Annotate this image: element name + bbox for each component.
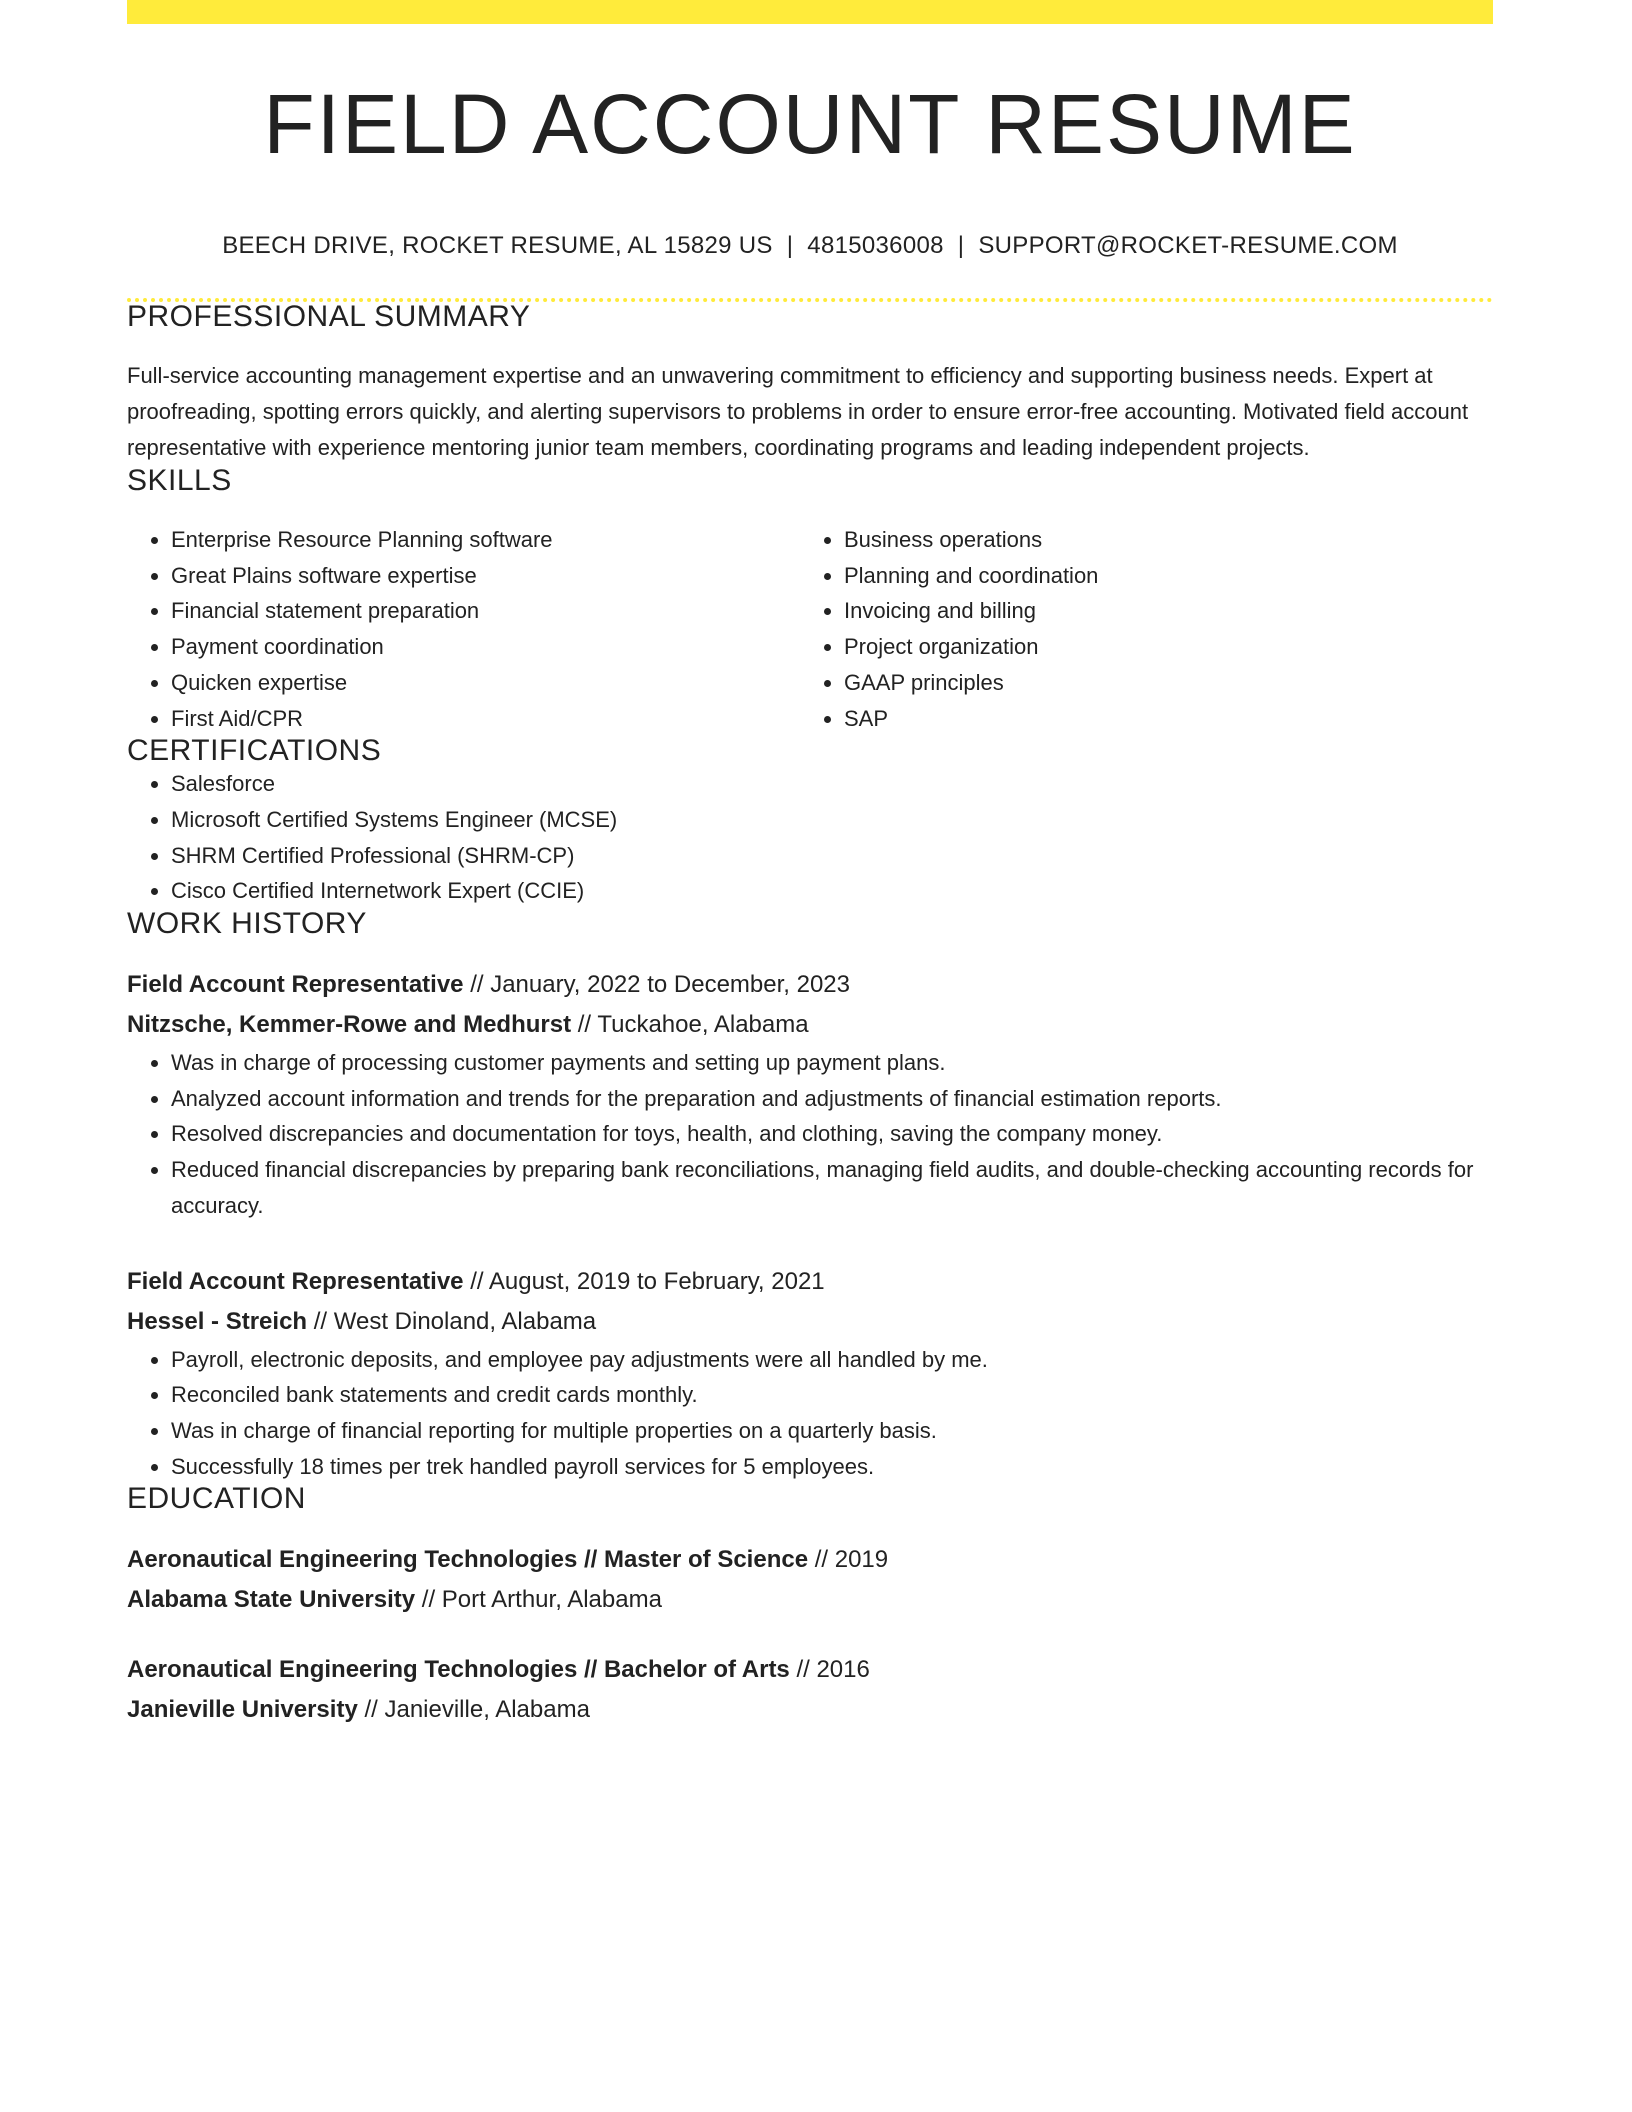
education-school-line: [127, 1690, 1493, 1730]
skill-item: • Planning and coordination: [844, 558, 1473, 594]
job-title-line: [127, 965, 1493, 1005]
skills-heading: SKILLS: [127, 464, 232, 497]
education-degree: Aeronautical Engineering Technologies // Master of Science: [127, 1546, 809, 1574]
education-year: // 2016: [789, 1656, 870, 1684]
job-location: // Tuckahoe, Alabama: [571, 1011, 809, 1039]
skill-item: • Payment coordination: [171, 629, 800, 665]
job-duties-list: [127, 1045, 1493, 1224]
resume-page: [127, 0, 1493, 1730]
job-duty: • Was in charge of processing customer payments and setting up payment plans.: [171, 1045, 1493, 1081]
education-year: // 2019: [808, 1546, 889, 1574]
certification-item: • Microsoft Certified Systems Engineer (MCSE): [171, 802, 1493, 838]
skill-item: • Great Plains software expertise: [171, 558, 800, 594]
skills-grid: [127, 522, 1493, 736]
job-entry: [127, 1262, 1493, 1485]
job-company-line: [127, 1302, 1493, 1342]
education-degree-line: [127, 1650, 1493, 1690]
contact-separator: |: [786, 232, 794, 259]
job-duty: • Resolved discrepancies and documentation for toys, health, and clothing, saving the company money.: [171, 1116, 1493, 1152]
certifications-list: [127, 766, 1493, 909]
summary-heading: PROFESSIONAL SUMMARY: [127, 300, 531, 333]
skill-item: • Project organization: [844, 629, 1473, 665]
education-degree: Aeronautical Engineering Technologies // Bachelor of Arts: [127, 1656, 790, 1684]
certifications-heading: CERTIFICATIONS: [127, 734, 382, 768]
contact-address: BEECH DRIVE, ROCKET RESUME, AL 15829 US: [222, 232, 773, 259]
skill-item: • Enterprise Resource Planning software: [171, 522, 800, 558]
skills-list-right: [800, 522, 1473, 736]
skills-column-left: [127, 522, 800, 736]
skill-item: • SAP: [844, 701, 1473, 737]
job-company: Nitzsche, Kemmer-Rowe and Medhurst: [127, 1011, 572, 1039]
education-entry: [127, 1650, 1493, 1730]
education-school: Janieville University: [127, 1696, 358, 1724]
contact-line: [127, 234, 1493, 258]
education-school: Alabama State University: [127, 1586, 416, 1614]
education-degree-line: [127, 1540, 1493, 1580]
job-duty: • Successfully 18 times per trek handled payroll services for 5 employees.: [171, 1449, 1493, 1485]
skill-item: • Business operations: [844, 522, 1473, 558]
contact-phone: 4815036008: [807, 232, 944, 259]
job-duty: • Reconciled bank statements and credit cards monthly.: [171, 1377, 1493, 1413]
job-duty: • Was in charge of financial reporting for multiple properties on a quarterly basis.: [171, 1413, 1493, 1449]
education-location: // Port Arthur, Alabama: [415, 1586, 662, 1614]
accent-top-bar: [127, 0, 1493, 24]
contact-separator: |: [957, 232, 965, 259]
education-heading: EDUCATION: [127, 1482, 306, 1516]
certification-item: • Salesforce: [171, 766, 1493, 802]
job-duty: • Reduced financial discrepancies by preparing bank reconciliations, managing field audits, and double-checking accounting records for accuracy.: [171, 1152, 1493, 1223]
education-entry: [127, 1540, 1493, 1620]
education-school-line: [127, 1580, 1493, 1620]
job-location: // West Dinoland, Alabama: [307, 1307, 597, 1335]
skill-item: • GAAP principles: [844, 665, 1473, 701]
job-company: Hessel - Streich: [127, 1307, 308, 1335]
job-role: Field Account Representative: [127, 1267, 464, 1295]
summary-text: Full-service accounting management expertise and an unwavering commitment to efficiency and supporting business needs. Expert at proofreading, spotting errors quickly, and alerting supervisors to problems in order to ensure error-free accounting. Motivated field account representative with experience mentoring junior team members, coordinating programs and leading independent projects.: [127, 363, 1469, 460]
skill-item: • Invoicing and billing: [844, 593, 1473, 629]
contact-email: SUPPORT@ROCKET-RESUME.COM: [978, 232, 1398, 259]
skill-item: • Quicken expertise: [171, 665, 800, 701]
certification-item: • SHRM Certified Professional (SHRM-CP): [171, 838, 1493, 874]
skills-list-left: [127, 522, 800, 736]
job-duties-list: [127, 1342, 1493, 1485]
job-company-line: [127, 1005, 1493, 1045]
job-duty: • Analyzed account information and trends for the preparation and adjustments of financial estimation reports.: [171, 1081, 1493, 1117]
job-dates: // January, 2022 to December, 2023: [463, 971, 850, 999]
job-role: Field Account Representative: [127, 971, 464, 999]
skill-item: • Financial statement preparation: [171, 593, 800, 629]
certification-item: • Cisco Certified Internetwork Expert (CCIE): [171, 873, 1493, 909]
job-title-line: [127, 1262, 1493, 1302]
work-history-heading: WORK HISTORY: [127, 907, 367, 941]
skills-column-right: [800, 522, 1473, 736]
skill-item: • First Aid/CPR: [171, 701, 800, 737]
education-location: // Janieville, Alabama: [357, 1696, 590, 1724]
job-dates: // August, 2019 to February, 2021: [463, 1267, 825, 1295]
resume-title: FIELD ACCOUNT RESUME: [263, 77, 1357, 171]
job-duty: • Payroll, electronic deposits, and employee pay adjustments were all handled by me.: [171, 1342, 1493, 1378]
job-entry: [127, 965, 1493, 1224]
